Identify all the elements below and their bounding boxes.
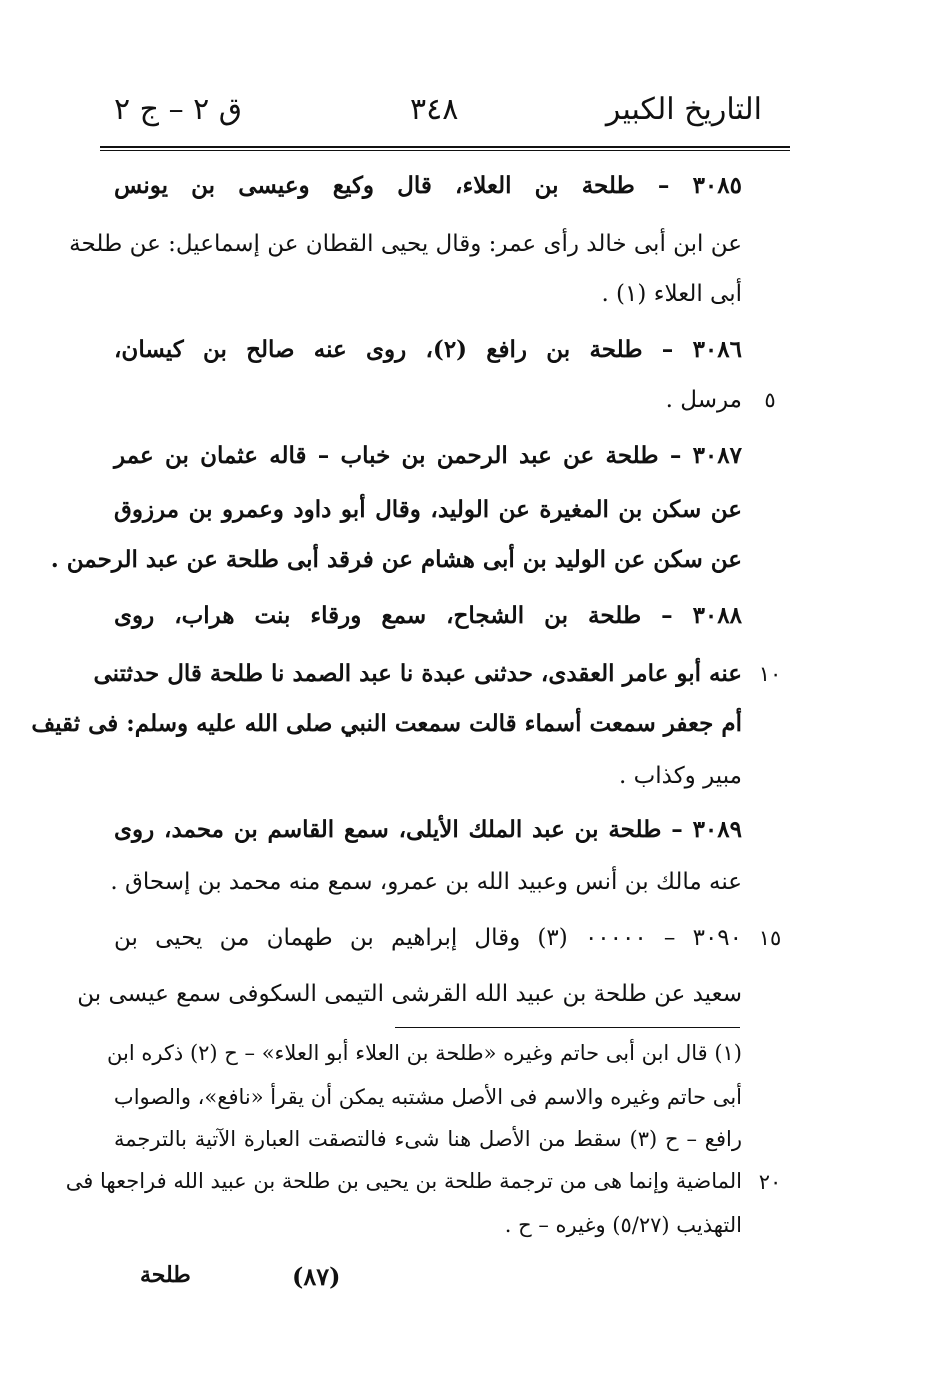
footnote-line-2: أبى حاتم وغيره والاسم فى الأصل مشتبه يمكن أن يقرأ «نافع»، والصواب	[113, 1085, 742, 1109]
footnote-rule	[395, 1027, 740, 1028]
entry-3089-line-1: ٣٠٨٩ – طلحة بن عبد الملك الأيلى، سمع القاسم بن محمد، روى	[114, 816, 742, 843]
entry-3087-line-2: عن سكن بن المغيرة عن الوليد، وقال أبو داود وعمرو بن مرزوق	[114, 496, 742, 523]
line-number-20: ٢٠	[758, 1170, 782, 1194]
entry-3085-line-3: أبى العلاء (١) .	[601, 281, 742, 307]
signature-mark: (٨٧)	[292, 1262, 341, 1291]
entry-3088-line-4: مبير وكذاب .	[619, 763, 742, 789]
running-title: التاريخ الكبير	[605, 92, 762, 127]
volume-indicator: ق ٢ – ج ٢	[114, 92, 243, 127]
footnote-line-3: رافع – ح (٣) سقط من الأصل هنا شىء فالتصقت العبارة الآتية بالترجمة	[114, 1127, 742, 1151]
entry-3088-line-1: ٣٠٨٨ – طلحة بن الشجاح، سمع ورقاء بنت هراب، روى	[114, 602, 742, 629]
footnote-line-5: التهذيب (٥/٢٧) وغيره – ح .	[504, 1213, 742, 1237]
entry-3085-line-2: عن ابن أبى خالد رأى عمر: وقال يحيى القطان عن إسماعيل: عن طلحة	[69, 231, 742, 257]
entry-3087-line-1: ٣٠٨٧ – طلحة عن عبد الرحمن بن خباب – قاله عثمان بن عمر	[114, 442, 742, 469]
entry-3087-line-3: عن سكن عن الوليد بن أبى هشام عن فرقد أبى طلحة عن عبد الرحمن .	[50, 546, 742, 573]
footnote-line-4: الماضية وإنما هى من ترجمة طلحة بن يحيى بن طلحة بن عبيد الله فراجعها فى	[65, 1169, 742, 1193]
entry-3090-line-2: سعيد عن طلحة بن عبيد الله القرشى التيمى السكوفى سمع عيسى بن	[77, 981, 742, 1007]
line-number-15: ١٥	[758, 926, 782, 950]
entry-3089-line-2: عنه مالك بن أنس وعبيد الله بن عمرو، سمع منه محمد بن إسحاق .	[110, 869, 742, 895]
entry-3088-line-3: أم جعفر سمعت أسماء قالت سمعت النبي صلى الله عليه وسلم: فى ثقيف	[31, 710, 742, 737]
entry-3085-line-1: ٣٠٨٥ – طلحة بن العلاء، قال وكيع وعيسى بن يونس	[114, 172, 742, 199]
header-rule	[100, 146, 790, 151]
catchword: طلحة	[140, 1262, 191, 1288]
entry-3086-line-1: ٣٠٨٦ – طلحة بن رافع (٢)، روى عنه صالح بن كيسان،	[114, 336, 742, 363]
page-number: ٣٤٨	[410, 92, 459, 127]
footnote-line-1: (١) قال ابن أبى حاتم وغيره «طلحة بن العلاء أبو العلاء» – ح (٢) ذكره ابن	[106, 1041, 742, 1065]
line-number-5: ٥	[764, 388, 776, 412]
entry-3090-line-1: ٣٠٩٠ – ٠٠٠٠٠ (٣) وقال إبراهيم بن طهمان من يحيى بن	[114, 925, 743, 951]
line-number-10: ١٠	[758, 662, 782, 686]
page-header	[100, 92, 790, 142]
entry-3086-line-2: مرسل .	[665, 387, 742, 413]
entry-3088-line-2: عنه أبو عامر العقدى، حدثنى عبدة نا عبد الصمد نا طلحة قال حدثتنى	[93, 660, 742, 687]
